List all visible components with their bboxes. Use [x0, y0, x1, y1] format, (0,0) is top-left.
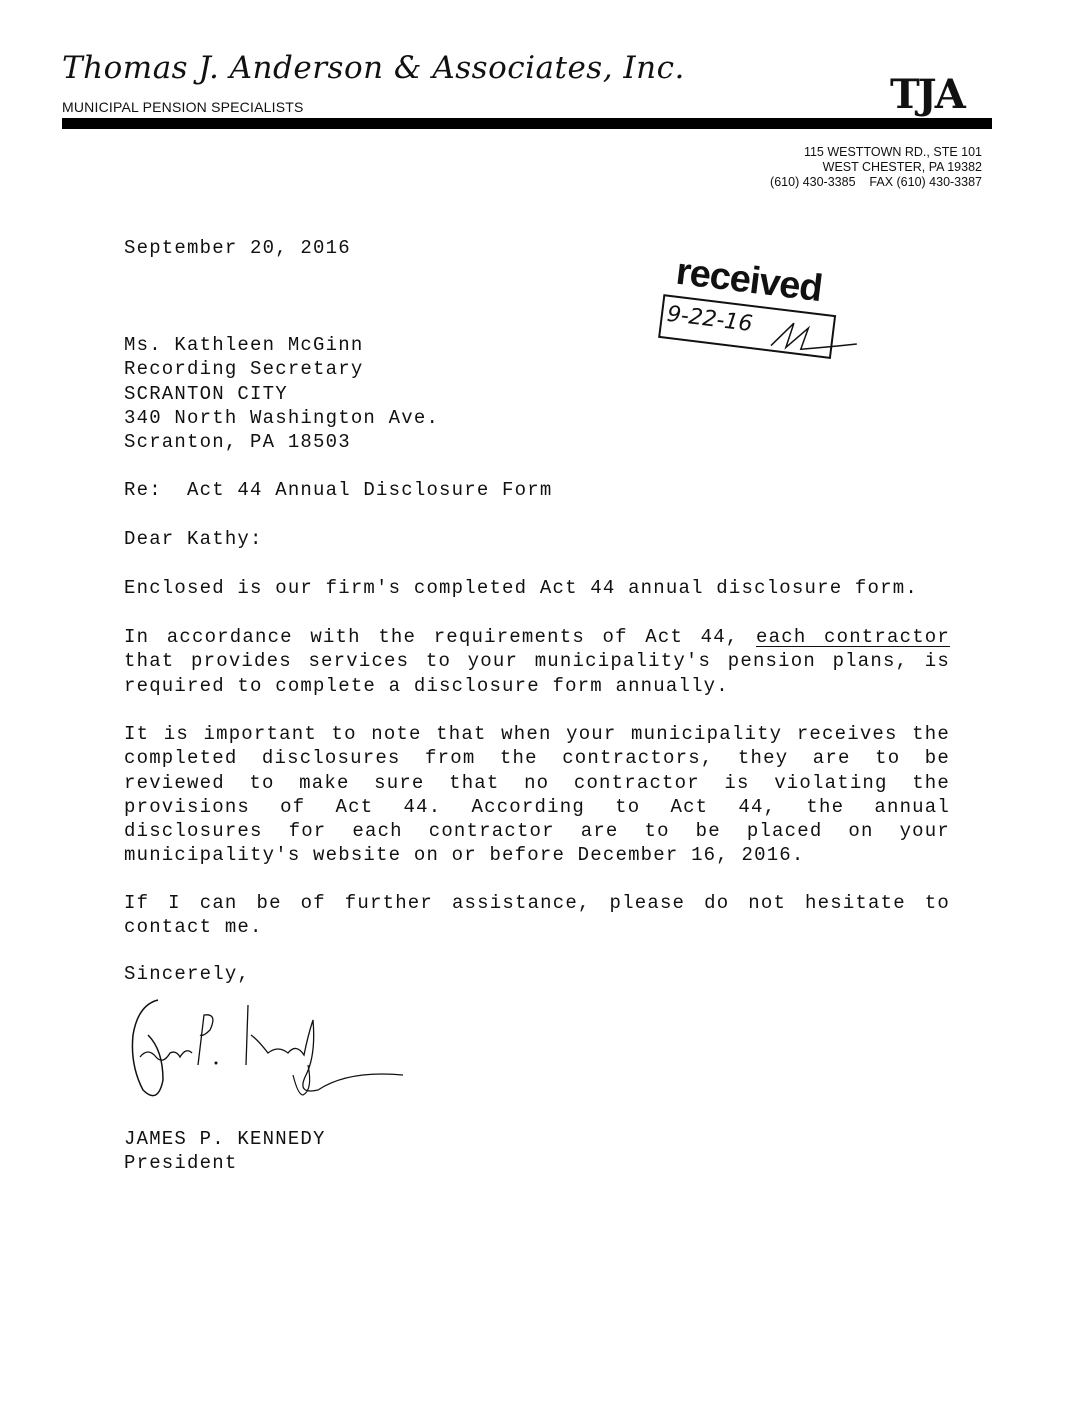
recipient-line: Ms. Kathleen McGinn [124, 334, 364, 356]
subject-line: Re: Act 44 Annual Disclosure Form [124, 479, 553, 501]
paragraph-line: that provides services to your municipality's pension plans, is [124, 650, 950, 673]
paragraph-line: reviewed to make sure that no contractor is violating the [124, 771, 950, 794]
underlined-text: each contractor [756, 626, 951, 648]
paragraph-line: It is important to note that when your municipality receives the [124, 723, 950, 745]
address-line: 115 WESTTOWN RD., STE 101 [803, 145, 982, 159]
paragraph-1: Enclosed is our firm's completed Act 44 annual disclosure form. [124, 577, 918, 599]
company-address [770, 145, 982, 190]
recipient-line: SCRANTON CITY [124, 382, 288, 405]
signer-title: President [124, 1152, 238, 1174]
paragraph-line: contact me. [124, 916, 263, 939]
stamp-word: received [673, 250, 825, 311]
letter-date: September 20, 2016 [124, 237, 351, 259]
paragraph-line: required to complete a disclosure form annually. [124, 674, 729, 697]
company-logo-script: Thomas J. Anderson & Associates, Inc. [62, 50, 685, 86]
paragraph-4 [124, 891, 950, 940]
recipient-block [124, 333, 950, 454]
text-run: In accordance with the requirements of Act 44, [124, 626, 739, 648]
paragraph-line: If I can be of further assistance, please do not hesitate to [124, 892, 950, 914]
handwritten-signature [118, 995, 418, 1110]
paragraph-line: municipality's website on or before December 16, 2016. [124, 844, 805, 867]
recipient-line: Recording Secretary [124, 358, 364, 381]
recipient-line: 340 North Washington Ave. [124, 406, 440, 429]
company-monogram: TJA [890, 71, 964, 118]
closing: Sincerely, [124, 963, 251, 985]
address-line: WEST CHESTER, PA 19382 [822, 160, 982, 174]
company-tagline: MUNICIPAL PENSION SPECIALISTS [62, 99, 304, 115]
paragraph-line [124, 625, 950, 649]
paragraph-3 [124, 722, 950, 868]
recipient-line: Scranton, PA 18503 [124, 431, 351, 454]
paragraph-2 [124, 625, 950, 698]
stamp-date: 9-22-16 [665, 301, 754, 338]
paragraph-line: completed disclosures from the contractors, they are to be [124, 747, 950, 770]
salutation: Dear Kathy: [124, 528, 263, 550]
phone-fax-line: (610) 430-3385 FAX (610) 430-3387 [770, 175, 982, 189]
signer-name: JAMES P. KENNEDY [124, 1128, 326, 1150]
letterhead-rule [62, 118, 992, 129]
paragraph-line: provisions of Act 44. According to Act 44, the annual [124, 795, 950, 818]
paragraph-line: disclosures for each contractor are to be placed on your [124, 820, 950, 843]
